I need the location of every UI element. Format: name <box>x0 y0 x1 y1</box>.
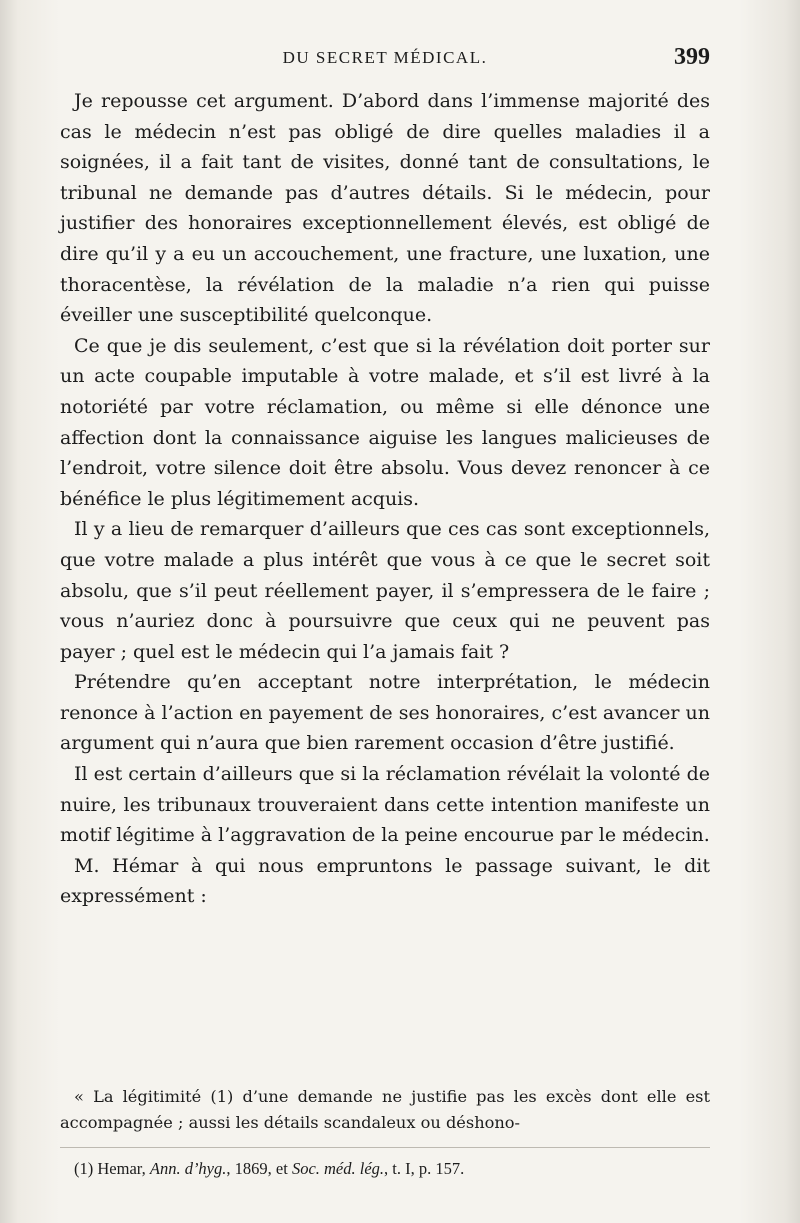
paragraph-1: Je repousse cet argument. D’abord dans l’immense majorité des cas le médecin n’est pas obligé de dire quelles maladies il a soignées, il a fait tant de visites, donné tant de consultations, le tribunal ne demande pas d’autres détails. Si le médecin, pour justifier des honoraires exceptionnellement élevés, est obligé de dire qu’il y a eu un accouchement, une fracture, une luxation, une thoracentèse, la révélation de la maladie n’a rien qui puisse éveiller une susceptibilité quelconque. <box>60 90 710 327</box>
footnote-mid: , 1869, et <box>226 1159 288 1178</box>
footnote-journal-2: Soc. méd. lég. <box>291 1159 385 1178</box>
footnote-marker: (1) <box>74 1159 94 1178</box>
footnote <box>74 1158 710 1180</box>
footnote-journal-1: Ann. d’hyg. <box>149 1159 227 1178</box>
running-title: DU SECRET MÉDICAL. <box>282 48 488 67</box>
footnote-author: Hemar, <box>97 1159 146 1178</box>
paragraph-6: M. Hémar à qui nous empruntons le passage suivant, le dit expressément : <box>60 854 710 908</box>
running-head <box>60 44 710 74</box>
block-quote: « La légitimité (1) d’une demande ne justifie pas les excès dont elle est accompagnée ; aussi les détails scandaleux ou déshono- <box>60 1087 710 1132</box>
paragraph-2: Ce que je dis seulement, c’est que si la révélation doit porter sur un acte coupable imputable à votre malade, et s’il est livré à la notoriété par votre réclamation, ou même si elle dénonce une affection dont la connaissance aiguise les langues malicieuses de l’endroit, votre silence doit être absolu. Vous devez renoncer à ce bénéfice le plus légitimement acquis. <box>60 334 710 510</box>
paragraph-3: Il y a lieu de remarquer d’ailleurs que ces cas sont exceptionnels, que votre malade a plus intérêt que vous à ce que le secret soit absolu, que s’il peut réellement payer, il s’empressera de le faire ; vous n’auriez donc à poursuivre que ceux qui ne peuvent pas payer ; quel est le médecin qui l’a jamais fait ? <box>60 518 710 663</box>
page-number: 399 <box>674 44 710 70</box>
footnote-rule <box>60 1147 710 1148</box>
paragraph-4: Prétendre qu’en acceptant notre interprétation, le médecin renonce à l’action en payement de ses honoraires, c’est avancer un argument qui n’aura que bien rarement occasion d’être justifié. <box>60 671 710 755</box>
paragraph-5: Il est certain d’ailleurs que si la réclamation révélait la volonté de nuire, les tribunaux trouveraient dans cette intention manifeste un motif légitime à l’aggravation de la peine encourue par le médecin. <box>60 763 710 847</box>
footnote-end: , t. I, p. 157. <box>384 1159 465 1178</box>
body-text <box>60 86 710 912</box>
